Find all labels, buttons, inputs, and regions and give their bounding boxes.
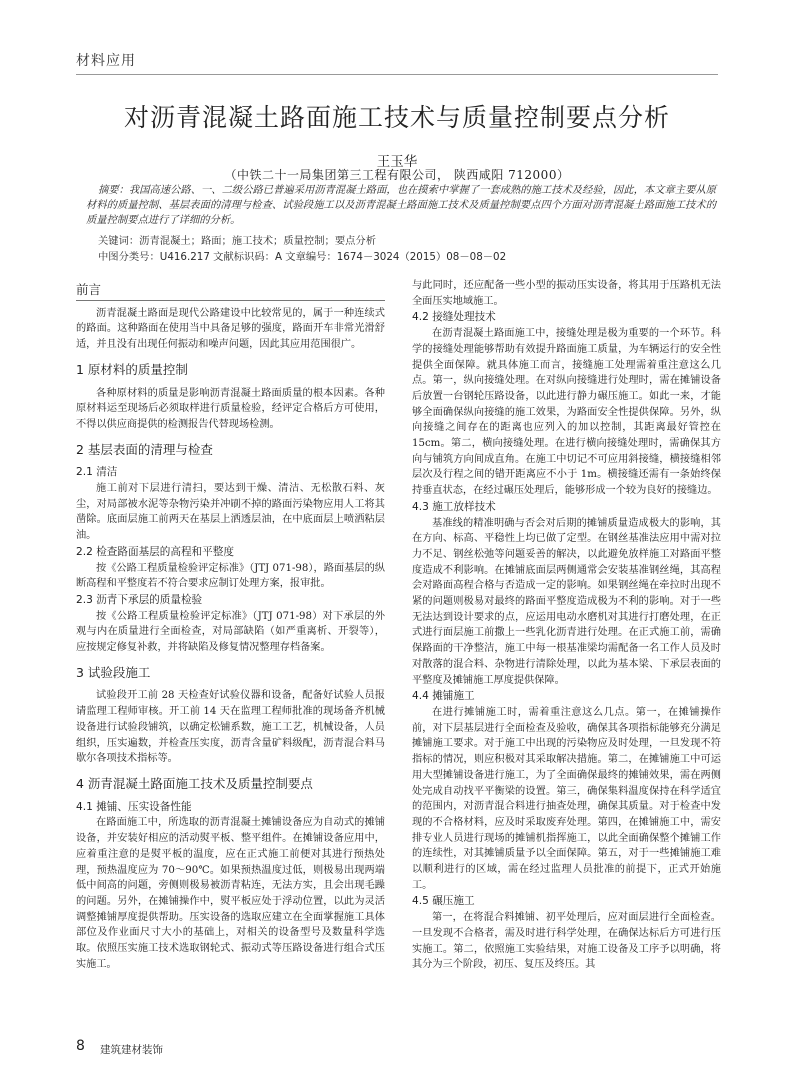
section-heading: 4 沥青混凝土路面施工技术及质量控制要点 bbox=[76, 775, 313, 791]
section-heading: 2 基层表面的清理与检查 bbox=[76, 441, 213, 457]
paragraph: 试验段开工前 28 天检查好试验仪器和设备，配备好试验人员报请监理工程师审核。开工前 14 天在监理工程师批准的现场备齐机械设备进行试验段铺筑，以确定松铺系数，施工工艺，机械设备，人员组织，压实遍数，并检查压实度，沥青含量矿料级配，沥青混合料马歇尔各项技术指标等。 bbox=[76, 690, 385, 765]
subsection-heading: 2.1 清洁 bbox=[76, 466, 118, 479]
subsection-heading: 4.4 摊铺施工 bbox=[412, 690, 475, 703]
paragraph: 各种原材料的质量是影响沥青混凝土路面质量的根本因素。各种原材料运至现场后必须取样进行质量检验，经评定合格后方可使用，不得以供应商提供的检测报告代替现场检测。 bbox=[76, 387, 385, 430]
subsection-heading: 4.2 接缝处理技术 bbox=[412, 311, 496, 324]
journal-category: 材料应用 bbox=[76, 53, 136, 69]
paragraph: 在进行摊铺施工时，需着重注意这么几点。第一，在摊铺操作前，对下层基层进行全面检查及验收，确保其各项指标能够充分满足摊铺施工要求。对于施工中出现的污染物应及时处理，一旦发现不符指标的情况，则应积极对其采取解决措施。第二，在摊铺施工中可运用大型摊铺设备进行施工，为了全面确保最终的摊铺效果，需在两侧处完成自动找平平衡梁的设置。第三，确保集料温度保持在科学适宜的范围内，对沥青混合料进行抽查处理，确保其质量。对于检查中发现的不合格材料，应及时采取废弃处理。第四，在摊铺施工中，需安排专业人员进行现场的摊铺机指挥施工，以此全面确保整个摊铺工作的连续性，对其摊铺质量予以全面保障。第五，对于一些摊铺施工难以顺利进行的区域，需在经过监理人员批准的前提下，正式开始施工。 bbox=[412, 706, 721, 891]
page-number: 8 bbox=[76, 1038, 85, 1054]
section-heading: 前言 bbox=[76, 282, 102, 297]
author-affiliation: （中铁二十一局集团第三工程有限公司， 陕西咸阳 712000） bbox=[224, 168, 570, 182]
left-column bbox=[76, 282, 385, 973]
abstract: 摘要：我国高速公路、一、二级公路已普遍采用沥青混凝土路面，也在摸索中掌握了一套成熟的施工技术及经验，因此，本文章主要从原材料的质量控制、基层表面的清理与检查、试验段施工以及沥青混凝土路面施工技术及质量控制要点四个方面对沥青混凝土路面施工技术的质量控制要点进行了详细的分析。 bbox=[86, 184, 716, 226]
paragraph: 沥青混凝土路面是现代公路建设中比较常见的，属于一种连续式的路面。这种路面在使用当中具备足够的强度，路面开车非常光滑舒适，并且没有出现任何振动和噪声问题，因此其应用范围很广。 bbox=[76, 307, 385, 351]
section-heading: 3 试验段施工 bbox=[76, 664, 151, 680]
paragraph: 在路面施工中，所选取的沥青混凝土摊铺设备应为自动式的摊铺设备，并安装好相应的活动熨平板、整平组件。在摊铺设备应用中，应着重注意的是熨平板的温度，应在正式施工前便对其进行预热处理，预热温度应为 70～90℃。如果预热温度过低，则极易出现两端低中间高的问题，旁侧则极易被沥青粘连，无法方实，且会出现毛躁的问题。另外，在摊铺操作中，熨平板应处于浮动位置，以此为灵活调整摊铺厚度提供帮助。压实设备的选取应建立在全面掌握施工具体部位及作业面尺寸大小的基础上，对相关的设备型号及数量科学选取。依照压实施工技术选取钢轮式、振动式等压路设备进行组合式压实施工。 bbox=[76, 817, 385, 970]
paragraph: 与此同时，还应配备一些小型的振动压实设备，将其用于压路机无法全面压实地域施工。 bbox=[412, 280, 721, 307]
paragraph: 基准线的精准明确与否会对后期的摊铺质量造成极大的影响，其在方向、标高、平稳性上均已做了定型。在钢丝基准法应用中需对拉力不足、钢丝松弛等问题妥善的解决，以此避免放样施工对路面平整度造成不利影响。在摊铺底面层两侧通常会安装基准钢丝绳，其高程会对路面高程合格与否造成一定的影响。如果钢丝绳在牵拉时出现不紧的问题则极易对最终的路面平整度造成极为不利的影响。对于一些无法达到设计要求的点，应运用电动水磨机对其进行打磨处理，在正式进行面层施工前撒上一些乳化沥青进行处理。在正式施工前，需确保路面的干净整洁，施工中每一根基准梁均需配备一名工作人员及时对散落的混合料、杂物进行清除处理，以此为基本梁、下承层表面的平整度及摊铺施工厚度提供保障。 bbox=[412, 517, 721, 686]
keywords: 关键词：沥青混凝土；路面；施工技术；质量控制；要点分析 bbox=[98, 235, 377, 247]
paragraph: 在沥青混凝土路面施工中，接缝处理是极为重要的一个环节。科学的接缝处理能够帮助有效提升路面施工质量，为车辆运行的安全性提供全面保障。就具体施工而言，接缝施工处理需着重注意这么几点。第一，纵向接缝处理。在对纵向接缝进行处理时，需在摊铺设备后放置一台钢轮压路设备，以此进行静力碾压施工。如此一来，才能够全面确保纵向接缝的施工效果，为路面安全性提供保障。另外，纵向接缝之间存在的距离也应列入的加以控制，其距离最好管控在 15cm。第二，横向接缝处理。在进行横向接缝处理时，需确保其方向与铺筑方向间成直角。在施工中切记不可应用斜接缝，横接缝相邻层次及行程之间的错开距离应不小于 1m。横接缝还需有一条始终保持垂直状态，在经过碾压处理后，能够形成一个较为良好的接缝边。 bbox=[412, 328, 721, 497]
paragraph: 第一，在将混合料摊铺、初平处理后，应对面层进行全面检查。一旦发现不合格者，需及时进行科学处理，在确保达标后方可进行压实施工。第二，依照施工实验结果，对施工设备及工序予以明确，将其分为三个阶段，初压、复压及终压。其 bbox=[412, 912, 721, 971]
subsection-heading: 2.2 检查路面基层的高程和平整度 bbox=[76, 545, 234, 558]
subsection-heading: 4.5 碾压施工 bbox=[412, 895, 475, 908]
article-title: 对沥青混凝土路面施工技术与质量控制要点分析 bbox=[123, 103, 670, 132]
section-heading: 1 原材料的质量控制 bbox=[76, 361, 188, 377]
journal-name: 建筑建材装饰 bbox=[100, 1044, 163, 1056]
header-divider bbox=[76, 74, 718, 75]
author-name: 王玉华 bbox=[376, 154, 418, 170]
subsection-heading: 4.3 施工放样技术 bbox=[412, 500, 496, 513]
paragraph: 施工前对下层进行清扫，要达到干燥、清洁、无松散石料、灰尘，对局部被水泥等杂物污染并冲刷不掉的路面污染物应用人工将其凿除。底面层施工前两天在基层上洒透层油，在中底面层上喷洒粘层油。 bbox=[76, 483, 385, 542]
classification-numbers: 中图分类号：U416.217 文献标识码：A 文章编号：1674－3024（2015）08－08－02 bbox=[98, 251, 507, 263]
right-column bbox=[412, 278, 721, 974]
paragraph: 按《公路工程质量检验评定标准》（JTJ 071-98），路面基层的纵断高程和平整度若不符合要求应制订处理方案，报审批。 bbox=[76, 562, 385, 590]
subsection-heading: 2.3 沥青下承层的质量检验 bbox=[76, 593, 203, 606]
subsection-heading: 4.1 摊铺、压实设备性能 bbox=[76, 800, 192, 813]
paragraph: 按《公路工程质量检验评定标准》（JTJ 071-98）对下承层的外观与内在质量进行全面检查，对局部缺陷（如严重离析、开裂等），应按规定修复补救，并将缺陷及修复情况整理存档备案。 bbox=[76, 610, 385, 654]
